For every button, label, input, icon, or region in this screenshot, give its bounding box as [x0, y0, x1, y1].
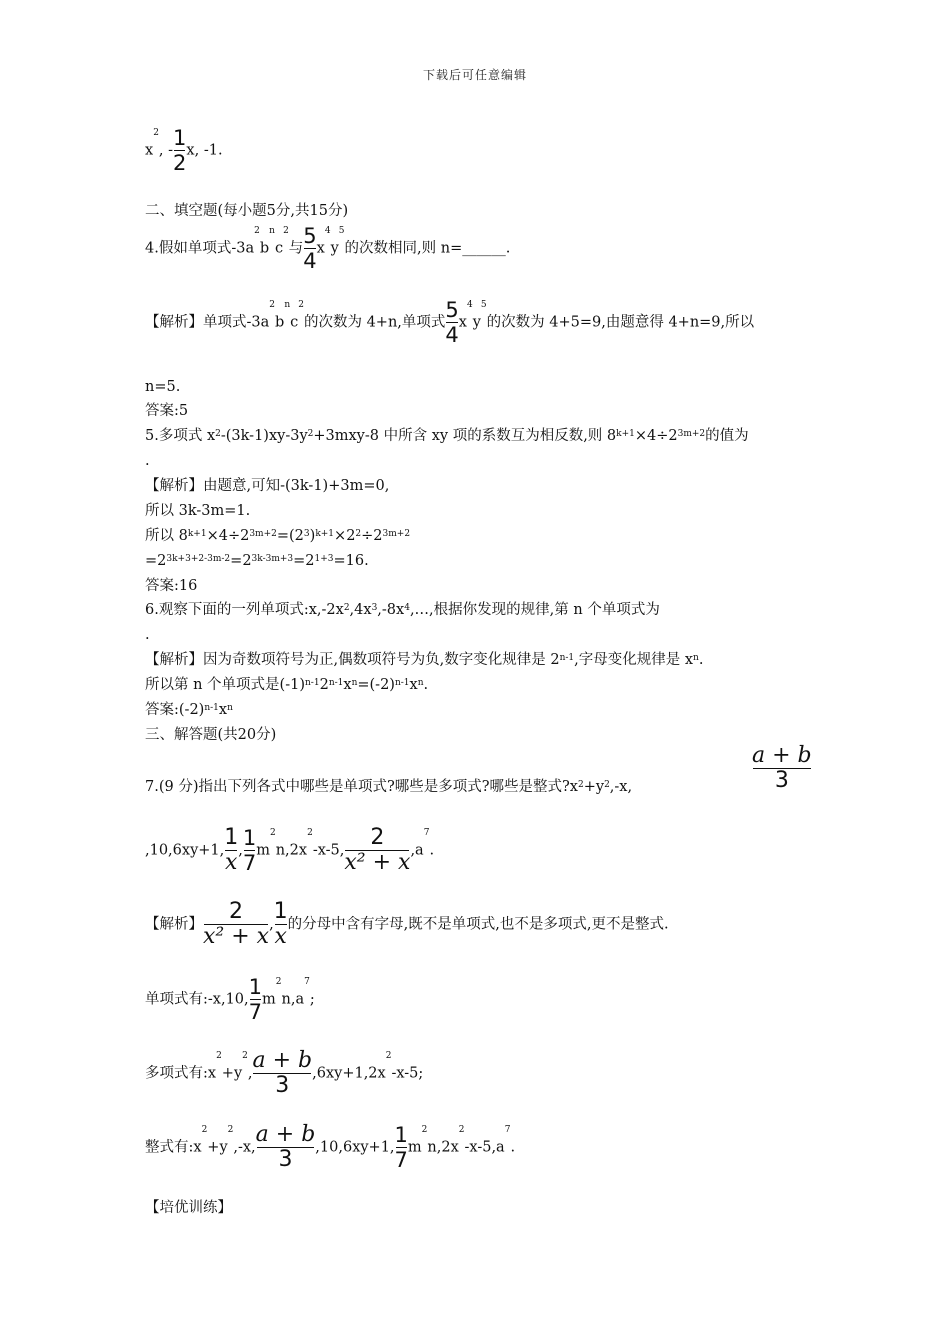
fraction-one-seventh: $\frac{1}{7}$	[248, 975, 263, 1024]
fraction-one-over-x: $\frac{1}{x}$	[273, 899, 288, 949]
line-prev-answer: $x^2$, - $\frac{1}{2}$ x, -1.	[145, 126, 223, 175]
answer-4: 答案:5	[145, 403, 189, 419]
fraction-two-over-x2-plus-x: $\frac{2}{\text{x² + x}}$	[203, 899, 270, 949]
integral-expressions-list: 整式有$:x^2+y^2,-x$, $\frac{a + b}{3}$ ,10,6xy+1, $\frac{1}{7}$ $m^2n,2x^2-x-5,a^7$.	[145, 1122, 516, 1172]
question-6-blank: .	[145, 627, 150, 643]
fraction-half: $\frac{1}{2}$	[173, 126, 187, 175]
section-fill-blank: 二、填空题(每小题5分,共15分)	[145, 203, 349, 219]
fraction-two-over-x2-plus-x: $\frac{2}{\text{x² + x}}$	[344, 825, 411, 875]
polynomials-list: 多项式有$:x^2+y^2$, $\frac{a + b}{3}$ $,6xy+1,2x^2-x-5$;	[145, 1048, 424, 1098]
question-6: 6.观察下面的一列单项式$:x,-2x^2,4x^3,-8x^4,\dots$,根据你发现的规律,第 n 个单项式为	[145, 602, 660, 618]
analysis-6-line1: 【解析】因为奇数项符号为正,偶数项符号为负,数字变化规律是 2$^{n-1}$,字母变化规律是 $x^n$.	[145, 652, 704, 668]
question-5: 5.多项式 $x^2-(3k-1)xy-3y^2+3mxy-8$ 中所含 xy 项的系数互为相反数,则 $8^{k+1}\times 4\div 2^{3m+2}$的值为	[145, 428, 749, 444]
fraction-a-plus-b-over-3: $\frac{a + b}{3}$	[252, 1048, 313, 1098]
analysis-7: 【解析】 $\frac{2}{\text{x² + x}}$ , $\frac{1}{x}$ 的分母中含有字母,既不是单项式,也不是多项式,更不是整式.	[145, 899, 669, 949]
question-7-cont: ,10,6xy+1, $\frac{1}{x}$ , $\frac{1}{7}$ $m^2n,2x^2-x-5$, $\frac{2}{\text{x² + x}}$ $,a^7$.	[145, 825, 435, 875]
analysis-4: 【解析】单项式$-3a^2b^nc^2$的次数为 4+n,单项式 $\frac{5}{4}$ $x^4y^5$的次数为 4+5=9,由题意得 4+n=9,所以	[145, 298, 755, 347]
fraction-one-seventh: $\frac{1}{7}$	[394, 1123, 408, 1172]
fraction-one-seventh: $\frac{1}{7}$	[242, 826, 257, 875]
question-5-blank: .	[145, 453, 150, 469]
fraction-a-plus-b-over-3: a + b 3	[752, 743, 812, 793]
section-answer-questions: 三、解答题(共20分)	[145, 727, 277, 743]
monomials-list: 单项式有:-x,10, $\frac{1}{7}$ $m^2n,a^7$;	[145, 975, 315, 1024]
section-advanced-training: 【培优训练】	[145, 1200, 232, 1216]
analysis-6-line2: 所以第 n 个单项式是$(-1)^{n-1}2^{n-1}x^n=(-2)^{n-1}x^n$.	[145, 677, 429, 693]
question-4: 4.假如单项式$-3a^2b^nc^2$与 $\frac{5}{4}$ $x^4y^5$的次数相同,则 n=______.	[145, 224, 511, 273]
fraction-five-fourths: $\frac{5}{4}$	[445, 298, 459, 347]
analysis-4-cont: n=5.	[145, 379, 181, 395]
fraction-a-plus-b-over-3: $\frac{a + b}{3}$	[255, 1122, 316, 1172]
answer-5: 答案:16	[145, 578, 198, 594]
analysis-5-line4: $=2^{3k+3+2-3m-2}=2^{3k-3m+3}=2^{1+3}=16$.	[145, 553, 369, 569]
analysis-5-line1: 【解析】由题意,可知-(3k-1)+3m=0,	[145, 478, 390, 494]
page-header: 下载后可任意编辑	[422, 68, 527, 82]
analysis-5-line2: 所以 3k-3m=1.	[145, 503, 251, 519]
answer-6: 答案$:(-2)^{n-1}x^n$	[145, 702, 233, 718]
fraction-one-over-x: $\frac{1}{x}$	[224, 825, 239, 875]
question-7: 7.(9 分)指出下列各式中哪些是单项式?哪些是多项式?哪些是整式$?x^2+y^2,-x$,	[145, 779, 633, 795]
analysis-5-line3: 所以 $8^{k+1}\times 4\div 2^{3m+2}=(2^3)^{k+1}\times 2^2\div 2^{3m+2}$	[145, 528, 411, 544]
fraction-five-fourths: $\frac{5}{4}$	[303, 224, 317, 273]
